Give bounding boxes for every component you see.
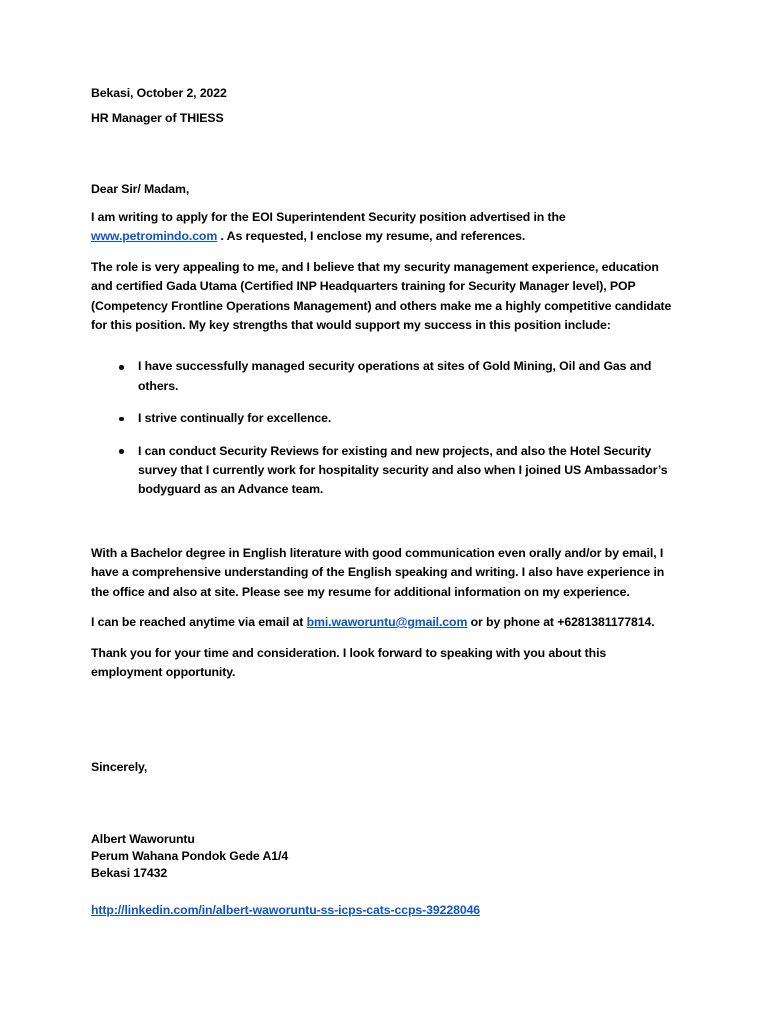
closing-paragraph: Thank you for your time and consideration. I look forward to speaking with you about this employment opportunity. [91, 645, 607, 679]
intro-text-after-link: . As requested, I enclose my resume, and references. [217, 229, 526, 244]
spacer [91, 335, 679, 357]
bullet-icon [119, 365, 124, 370]
linkedin-profile-link[interactable]: http://linkedin.com/in/albert-waworuntu-ss-icps-cats-ccps-39228046 [91, 903, 481, 918]
spacer [91, 101, 679, 111]
spacer [91, 126, 679, 182]
intro-paragraph [91, 208, 679, 247]
petromindo-link[interactable]: www.petromindo.com [91, 229, 218, 244]
spacer [91, 500, 679, 544]
signature-city-postcode: Bekasi 17432 [91, 865, 168, 880]
spacer [91, 602, 679, 613]
linkedin-url-row [91, 903, 679, 918]
spacer [91, 682, 679, 738]
spacer [91, 197, 679, 208]
list-item-label: I have successfully managed security operations at sites of Gold Mining, Oil and Gas and others. [138, 359, 652, 393]
bullet-icon [119, 417, 124, 422]
spacer [91, 881, 679, 903]
education-paragraph: With a Bachelor degree in English literature with good communication even orally and/or by email, I have a comprehensive understanding of the English speaking and writing. I also have experience in the office and also at site. Please see my resume for additional information on my experience. [91, 545, 665, 599]
email-link[interactable]: bmi.waworuntu@gmail.com [306, 615, 468, 630]
list-item [91, 409, 679, 428]
letter-content [91, 86, 679, 918]
spacer [91, 633, 679, 644]
letter-recipient: HR Manager of THIESS [91, 111, 224, 125]
spacer [91, 247, 679, 258]
list-item [91, 442, 679, 500]
list-item-label: I strive continually for excellence. [138, 411, 332, 426]
intro-text-before-link: I am writing to apply for the EOI Superintendent Security position advertised in the [91, 210, 566, 224]
letter-date: Bekasi, October 2, 2022 [91, 86, 227, 100]
spacer [91, 775, 679, 831]
contact-text-before-email: I can be reached anytime via email at [91, 615, 307, 630]
contact-text-after-email: or by phone at +6281381177814. [467, 615, 655, 630]
signature-name: Albert Waworuntu [91, 832, 195, 847]
signature-address: Perum Wahana Pondok Gede A1/4 [91, 848, 289, 863]
bullet-icon [119, 449, 124, 454]
spacer [91, 738, 679, 760]
list-item [91, 357, 679, 396]
strengths-list [91, 357, 679, 499]
letter-salutation: Dear Sir/ Madam, [91, 182, 190, 196]
list-item-label: I can conduct Security Reviews for existing and new projects, and also the Hotel Security survey that I currently work for hospitality security and also when I joined US Ambassador’s bodyguard as an Advance team. [138, 443, 668, 497]
sign-off: Sincerely, [91, 760, 148, 775]
body-paragraph: The role is very appealing to me, and I believe that my security management experience, education and certified Gada Utama (Certified INP Headquarters training for Security Manager level), POP (Competency Frontline Operations Management) and others make me a highly competitive candidate for this position. My key strengths that would support my success in this position include: [91, 259, 672, 333]
contact-paragraph [91, 613, 679, 632]
